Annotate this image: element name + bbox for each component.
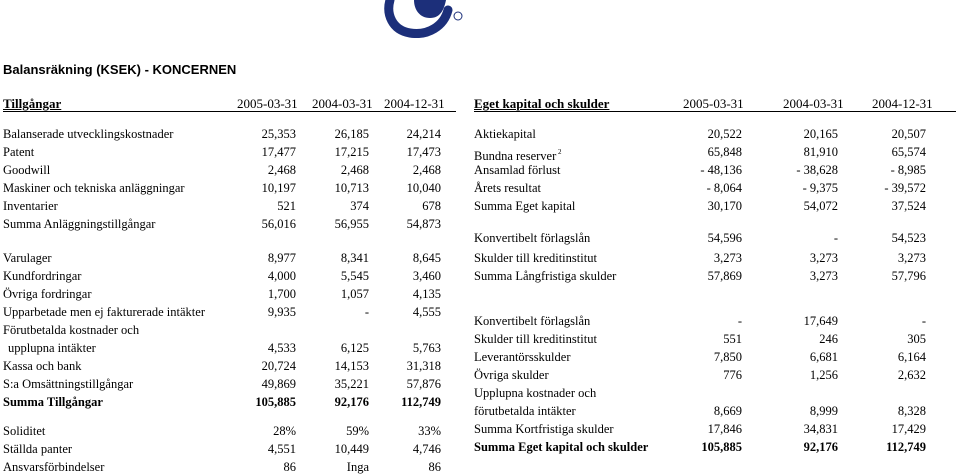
assets-cell: 8,341 — [340, 251, 369, 265]
liabilities-cell: - 8,985 — [890, 163, 926, 177]
assets-cell: 2,468 — [340, 163, 369, 177]
assets-cell: 33% — [418, 424, 441, 438]
liabilities-cell: 65,848 — [707, 145, 742, 159]
liabilities-cell: 37,524 — [891, 199, 926, 213]
liabilities-row — [0, 250, 960, 266]
liabilities-cell: 3,273 — [713, 251, 742, 265]
liabilities-cell: 54,523 — [891, 231, 926, 245]
assets-cell: 105,885 — [255, 395, 296, 409]
assets-cell: 20,724 — [261, 359, 296, 373]
assets-cell: 35,221 — [334, 377, 369, 391]
assets-cell: 28% — [273, 424, 296, 438]
liabilities-cell: 34,831 — [803, 422, 838, 436]
assets-cell: 1,700 — [267, 287, 296, 301]
liabilities-col-3: 2004-12-31 — [872, 96, 933, 111]
liabilities-cell: 17,429 — [891, 422, 926, 436]
liabilities-row-label: Bundna reserver $^2$ — [474, 148, 562, 163]
liabilities-cell: 20,507 — [891, 127, 926, 141]
company-logo — [384, 0, 484, 38]
assets-cell: 54,873 — [406, 217, 441, 231]
liabilities-cell: 3,273 — [897, 251, 926, 265]
liabilities-row — [0, 403, 960, 419]
liabilities-cell: 57,869 — [707, 269, 742, 283]
assets-cell: 56,955 — [334, 217, 369, 231]
assets-cell: 3,460 — [412, 269, 441, 283]
assets-heading: Tillgångar — [3, 96, 62, 111]
liabilities-row-label: Summa Långfristiga skulder — [474, 269, 617, 283]
assets-row-label: upplupna intäkter — [8, 341, 96, 355]
liabilities-row-label: Upplupna kostnader och — [474, 386, 597, 400]
liabilities-cell: 57,796 — [891, 269, 926, 283]
assets-cell: 2,468 — [412, 163, 441, 177]
liabilities-row — [0, 180, 960, 196]
assets-cell: 4,551 — [267, 442, 296, 456]
assets-cell: 5,545 — [340, 269, 369, 283]
assets-cell: 92,176 — [334, 395, 369, 409]
liabilities-row — [0, 126, 960, 142]
liabilities-cell: - — [921, 314, 926, 328]
assets-row-label: Ansvarsförbindelser — [3, 460, 105, 474]
liabilities-row-label: Leverantörsskulder — [474, 350, 571, 364]
assets-cell: 521 — [277, 199, 296, 213]
liabilities-row — [0, 367, 960, 383]
liabilities-cell: 3,273 — [809, 269, 838, 283]
assets-row — [0, 459, 960, 475]
liabilities-row — [0, 331, 960, 347]
assets-cell: - — [364, 305, 369, 319]
assets-cell: 10,449 — [334, 442, 369, 456]
assets-cell: 14,153 — [334, 359, 369, 373]
assets-cell: 4,135 — [412, 287, 441, 301]
assets-cell: 49,869 — [261, 377, 296, 391]
assets-cell: 4,533 — [267, 341, 296, 355]
assets-cell: 1,057 — [340, 287, 369, 301]
assets-row-label: Kundfordringar — [3, 269, 82, 283]
liabilities-row-label: Konvertibelt förlagslån — [474, 231, 591, 245]
liabilities-header-rule — [474, 111, 956, 112]
assets-row-label: Inventarier — [3, 199, 58, 213]
liabilities-row — [0, 162, 960, 178]
assets-cell: 10,197 — [261, 181, 296, 195]
liabilities-cell: 105,885 — [701, 440, 742, 454]
assets-cell: 8,977 — [267, 251, 296, 265]
assets-col-3: 2004-12-31 — [384, 96, 445, 111]
liabilities-row-label: Aktiekapital — [474, 127, 536, 141]
liabilities-cell: - 48,136 — [700, 163, 742, 177]
assets-cell: 112,749 — [401, 395, 441, 409]
liabilities-cell: - 9,375 — [802, 181, 838, 195]
liabilities-cell: 776 — [723, 368, 742, 382]
liabilities-row-label: Skulder till kreditinstitut — [474, 332, 597, 346]
liabilities-cell: 246 — [819, 332, 838, 346]
liabilities-cell: 1,256 — [809, 368, 838, 382]
liabilities-cell: 20,165 — [803, 127, 838, 141]
liabilities-row-label: Summa Eget kapital — [474, 199, 576, 213]
liabilities-cell: 112,749 — [886, 440, 926, 454]
liabilities-cell: - 39,572 — [884, 181, 926, 195]
liabilities-cell: 551 — [723, 332, 742, 346]
assets-cell: 4,555 — [412, 305, 441, 319]
page-title: Balansräkning (KSEK) - KONCERNEN — [3, 62, 237, 77]
assets-row-label: Summa Anläggningstillgångar — [3, 217, 156, 231]
liabilities-cell: 17,649 — [803, 314, 838, 328]
assets-cell: 374 — [350, 199, 369, 213]
assets-cell: 59% — [346, 424, 369, 438]
liabilities-row — [0, 421, 960, 437]
assets-row-label: S:a Omsättningstillgångar — [3, 377, 134, 391]
assets-cell: 26,185 — [334, 127, 369, 141]
liabilities-cell: 17,846 — [707, 422, 742, 436]
assets-cell: 24,214 — [406, 127, 441, 141]
assets-cell: 17,477 — [261, 145, 296, 159]
assets-row-label: Upparbetade men ej fakturerade intäkter — [3, 305, 205, 319]
liabilities-cell: 65,574 — [891, 145, 926, 159]
liabilities-heading: Eget kapital och skulder — [474, 96, 610, 111]
liabilities-cell: - — [833, 231, 838, 245]
liabilities-row — [0, 313, 960, 329]
liabilities-cell: 92,176 — [803, 440, 838, 454]
liabilities-cell: 81,910 — [803, 145, 838, 159]
assets-cell: Inga — [346, 460, 369, 474]
liabilities-cell: 54,072 — [803, 199, 838, 213]
assets-row-label: Maskiner och tekniska anläggningar — [3, 181, 185, 195]
liabilities-row-label: Skulder till kreditinstitut — [474, 251, 597, 265]
liabilities-row — [0, 385, 960, 401]
assets-cell: 25,353 — [261, 127, 296, 141]
liabilities-row-label: förutbetalda intäkter — [474, 404, 576, 418]
assets-cell: 17,473 — [406, 145, 441, 159]
liabilities-cell: 20,522 — [707, 127, 742, 141]
assets-row-label: Ställda panter — [3, 442, 73, 456]
assets-row-label: Kassa och bank — [3, 359, 82, 373]
liabilities-cell: 8,999 — [809, 404, 838, 418]
assets-cell: 86 — [283, 460, 296, 474]
assets-cell: 4,746 — [412, 442, 441, 456]
liabilities-cell: - 8,064 — [706, 181, 742, 195]
assets-cell: 6,125 — [340, 341, 369, 355]
liabilities-row-label: Övriga skulder — [474, 368, 549, 382]
assets-row-label: Goodwill — [3, 163, 51, 177]
liabilities-row — [0, 144, 960, 163]
assets-cell: 17,215 — [334, 145, 369, 159]
assets-cell: 86 — [428, 460, 441, 474]
liabilities-cell: 54,596 — [707, 231, 742, 245]
assets-row-label: Förutbetalda kostnader och — [3, 323, 140, 337]
liabilities-row-label: Årets resultat — [474, 181, 541, 195]
liabilities-cell: 6,681 — [809, 350, 838, 364]
liabilities-cell: 30,170 — [707, 199, 742, 213]
liabilities-col-2: 2004-03-31 — [783, 96, 844, 111]
liabilities-cell: - 38,628 — [796, 163, 838, 177]
liabilities-row-label: Konvertibelt förlagslån — [474, 314, 591, 328]
assets-row-label: Balanserade utvecklingskostnader — [3, 127, 174, 141]
liabilities-row — [0, 349, 960, 365]
liabilities-row-label: Summa Eget kapital och skulder — [474, 440, 649, 454]
assets-cell: 9,935 — [267, 305, 296, 319]
liabilities-cell: 305 — [907, 332, 926, 346]
assets-header-rule — [3, 111, 456, 112]
liabilities-cell: 8,328 — [897, 404, 926, 418]
assets-row — [0, 286, 960, 302]
liabilities-col-1: 2005-03-31 — [683, 96, 744, 111]
assets-cell: 10,040 — [406, 181, 441, 195]
liabilities-cell: 3,273 — [809, 251, 838, 265]
liabilities-cell: 8,669 — [713, 404, 742, 418]
assets-row-label: Summa Tillgångar — [3, 395, 103, 409]
liabilities-row — [0, 198, 960, 214]
liabilities-row — [0, 268, 960, 284]
liabilities-row-label: Ansamlad förlust — [474, 163, 561, 177]
assets-cell: 678 — [422, 199, 441, 213]
assets-cell: 10,713 — [334, 181, 369, 195]
assets-cell: 8,645 — [412, 251, 441, 265]
footnote-marker: 2 — [556, 148, 562, 156]
liabilities-cell: - — [737, 314, 742, 328]
liabilities-cell: 6,164 — [897, 350, 926, 364]
liabilities-row — [0, 439, 960, 455]
assets-cell: 4,000 — [267, 269, 296, 283]
liabilities-cell: 7,850 — [713, 350, 742, 364]
assets-cell: 2,468 — [267, 163, 296, 177]
liabilities-row — [0, 230, 960, 246]
assets-row-label: Soliditet — [3, 424, 46, 438]
assets-col-1: 2005-03-31 — [237, 96, 298, 111]
liabilities-row-label: Summa Kortfristiga skulder — [474, 422, 614, 436]
assets-row-label: Patent — [3, 145, 35, 159]
liabilities-cell: 2,632 — [897, 368, 926, 382]
assets-cell: 5,763 — [412, 341, 441, 355]
assets-col-2: 2004-03-31 — [312, 96, 373, 111]
assets-cell: 57,876 — [406, 377, 441, 391]
assets-row-label: Varulager — [3, 251, 52, 265]
assets-cell: 31,318 — [406, 359, 441, 373]
assets-cell: 56,016 — [261, 217, 296, 231]
assets-row-label: Övriga fordringar — [3, 287, 92, 301]
